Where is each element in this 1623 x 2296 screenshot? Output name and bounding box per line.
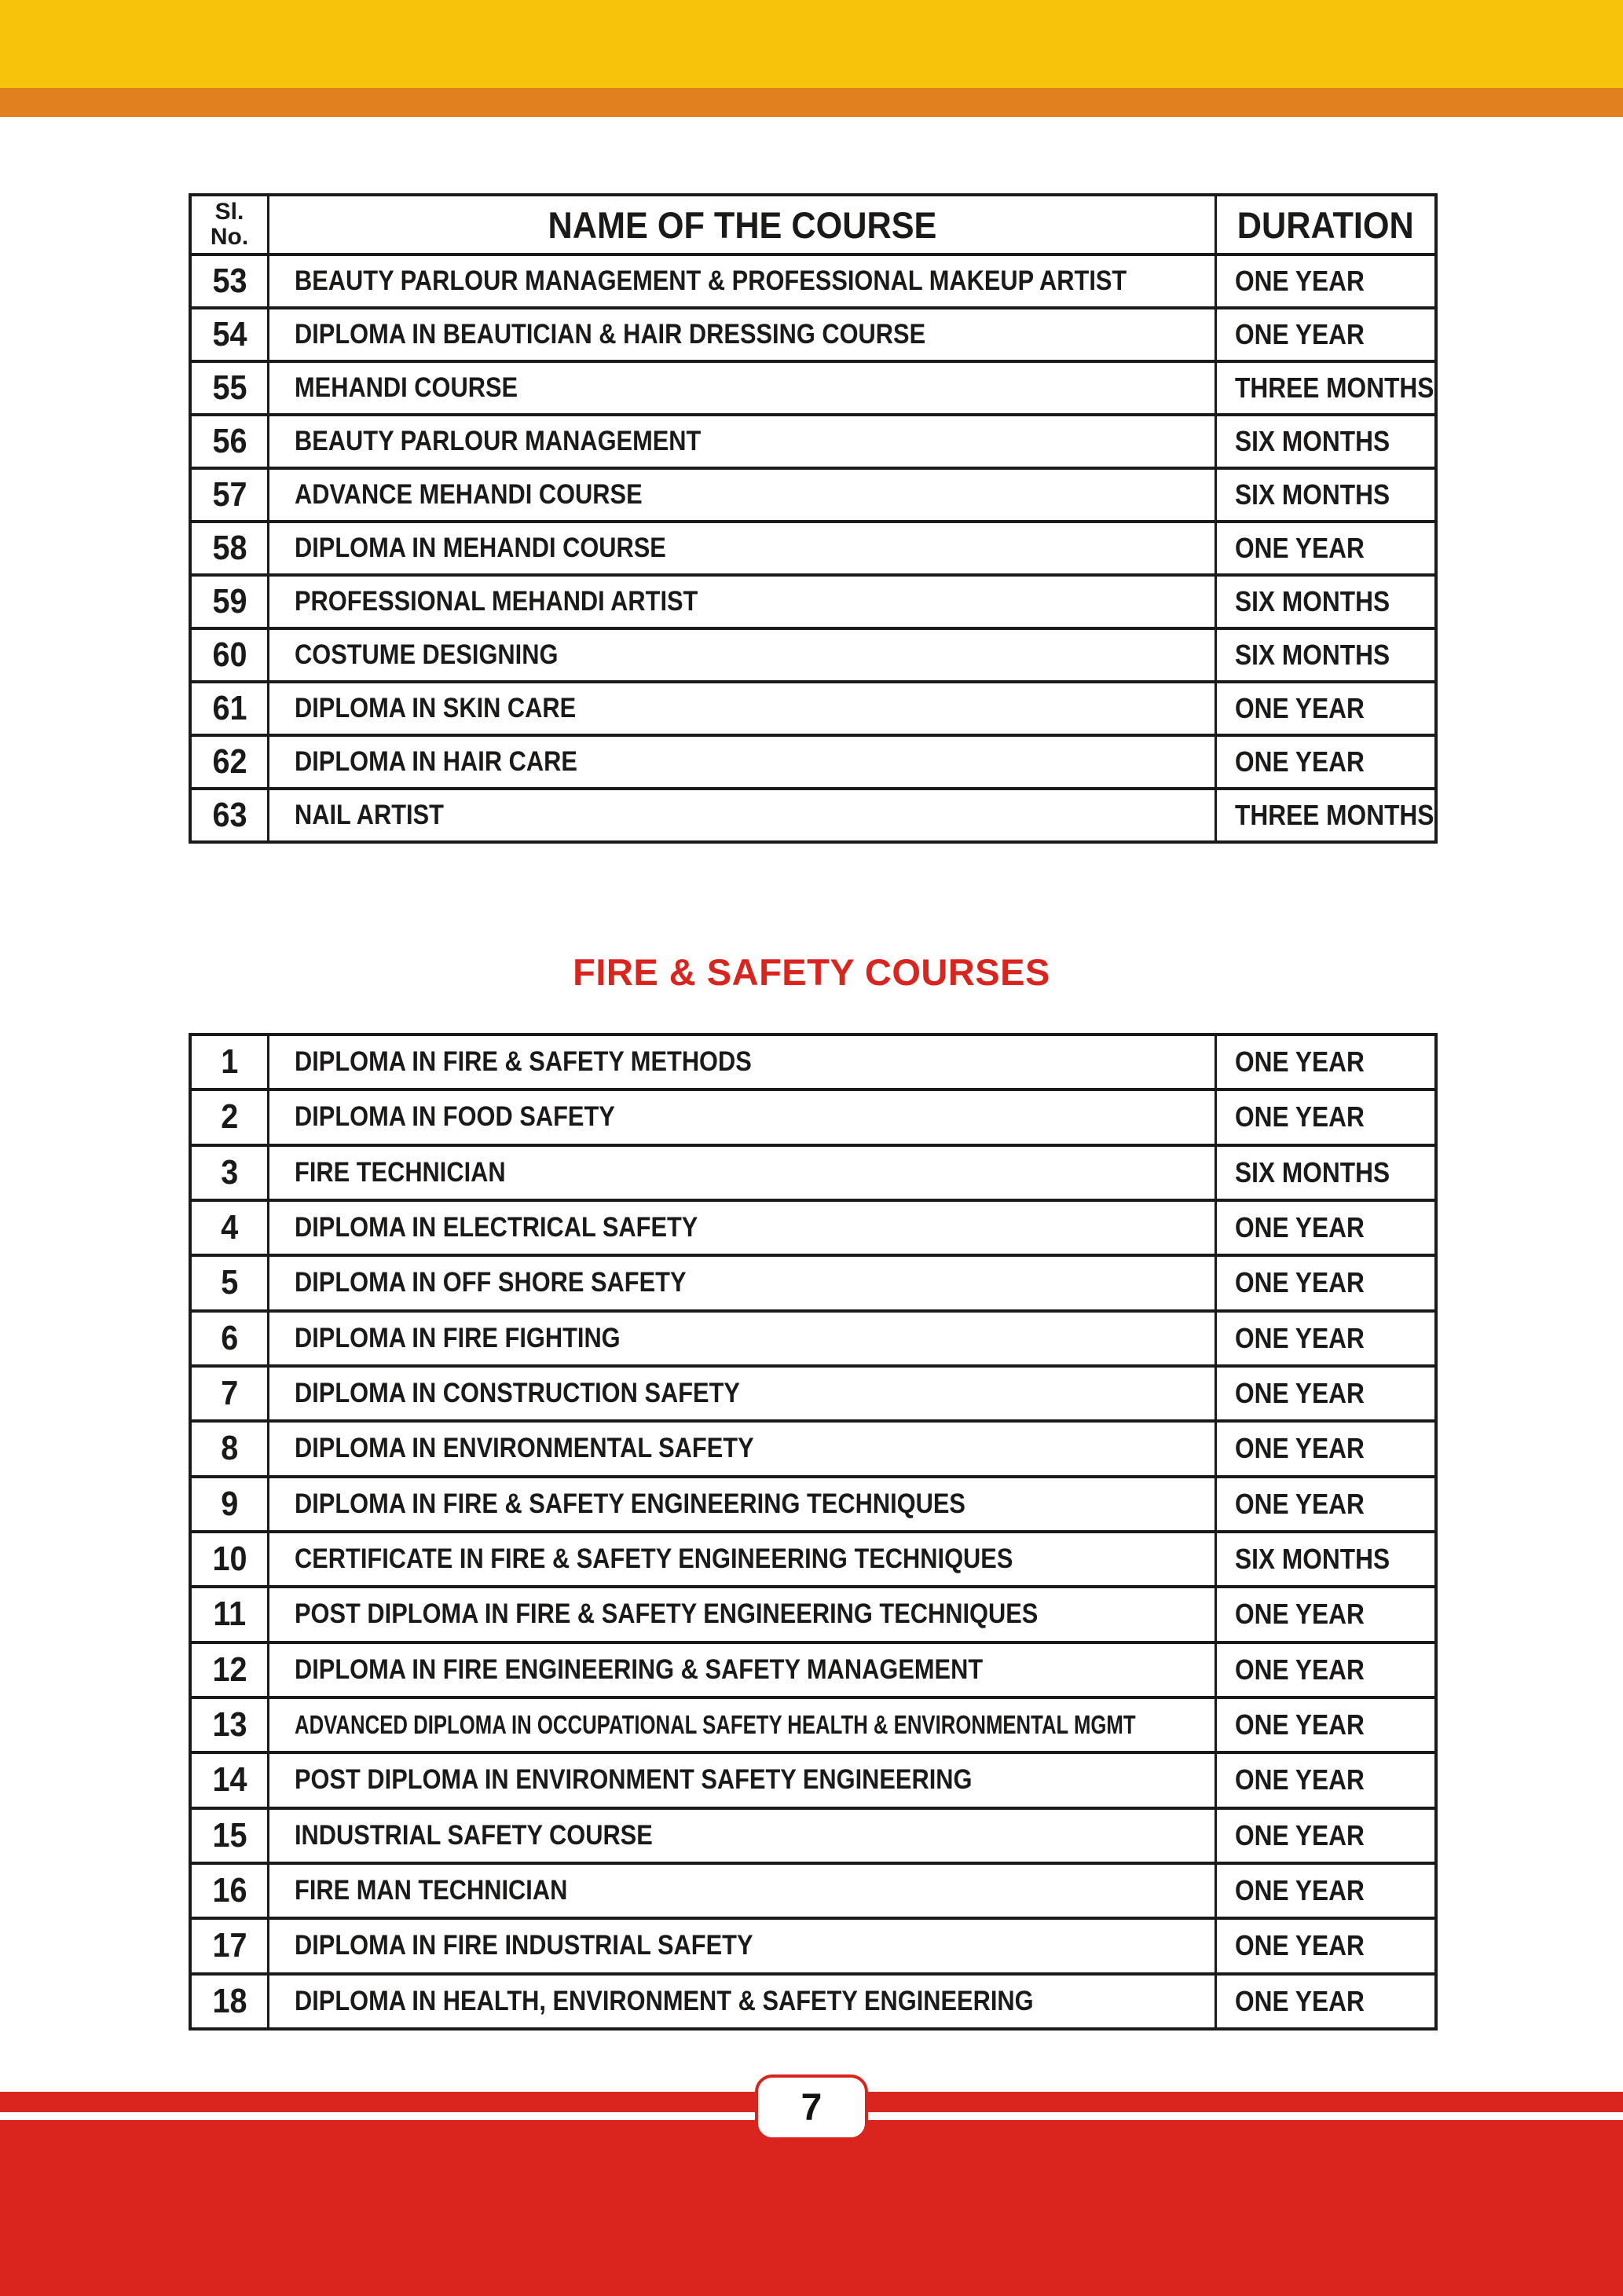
row-duration-value: ONE YEAR <box>1235 1211 1365 1244</box>
row-sl-no-value: 17 <box>211 1926 247 1965</box>
table-row <box>192 520 1434 573</box>
row-course-name <box>267 630 1215 680</box>
row-course-name <box>267 737 1215 787</box>
row-duration <box>1215 1368 1434 1419</box>
row-course-name-value: POST DIPLOMA IN FIRE & SAFETY ENGINEERING TECHNIQUES <box>295 1598 1039 1630</box>
row-sl-no-value: 5 <box>220 1263 239 1302</box>
row-course-name <box>267 1533 1215 1585</box>
row-duration-value: ONE YEAR <box>1235 1321 1365 1354</box>
table-row <box>192 787 1434 840</box>
header-course-name <box>267 196 1215 253</box>
row-sl-no <box>192 416 267 467</box>
row-course-name-value: DIPLOMA IN FIRE & SAFETY ENGINEERING TECHNIQUES <box>295 1488 965 1519</box>
row-course-name <box>267 1865 1215 1917</box>
table-row <box>192 573 1434 627</box>
row-duration <box>1215 1754 1434 1806</box>
page-number-badge <box>755 2074 868 2140</box>
table-row <box>192 1585 1434 1640</box>
row-sl-no <box>192 470 267 520</box>
row-sl-no-value: 57 <box>211 475 247 514</box>
row-duration-value: ONE YEAR <box>1235 745 1365 778</box>
row-course-name-value: DIPLOMA IN ELECTRICAL SAFETY <box>295 1212 698 1243</box>
row-duration <box>1215 630 1434 680</box>
row-duration-value: ONE YEAR <box>1235 1763 1365 1796</box>
row-course-name-value: ADVANCED DIPLOMA IN OCCUPATIONAL SAFETY HEALTH & ENVIRONMENTAL MGMT <box>295 1710 1136 1740</box>
row-duration <box>1215 470 1434 520</box>
row-course-name <box>267 416 1215 467</box>
row-duration <box>1215 1533 1434 1585</box>
row-duration <box>1215 1810 1434 1862</box>
row-course-name-value: DIPLOMA IN MEHANDI COURSE <box>295 533 666 563</box>
table-row <box>192 360 1434 413</box>
table-row <box>192 1088 1434 1143</box>
row-sl-no <box>192 1091 267 1143</box>
row-sl-no <box>192 1588 267 1640</box>
row-duration <box>1215 1644 1434 1696</box>
row-duration-value: ONE YEAR <box>1235 1818 1365 1851</box>
row-duration-value: ONE YEAR <box>1235 1432 1365 1465</box>
row-course-name <box>267 1313 1215 1364</box>
row-duration-value: ONE YEAR <box>1235 1266 1365 1299</box>
row-course-name-value: NAIL ARTIST <box>295 800 444 830</box>
row-course-name <box>267 1147 1215 1199</box>
row-course-name-value: FIRE TECHNICIAN <box>295 1156 506 1188</box>
row-sl-no-value: 10 <box>211 1540 247 1579</box>
table-row <box>192 680 1434 734</box>
row-course-name <box>267 683 1215 734</box>
row-sl-no <box>192 1754 267 1806</box>
footer-bottom-band <box>0 2120 1623 2296</box>
row-course-name-value: MEHANDI COURSE <box>295 372 518 403</box>
row-course-name-value: DIPLOMA IN FIRE INDUSTRIAL SAFETY <box>295 1930 753 1961</box>
row-course-name-value: FIRE MAN TECHNICIAN <box>295 1875 568 1906</box>
row-sl-no-value: 58 <box>211 529 247 567</box>
row-sl-no <box>192 683 267 734</box>
row-duration <box>1215 1588 1434 1640</box>
row-sl-no <box>192 1257 267 1309</box>
top-band-orange <box>0 88 1623 117</box>
row-duration-value: ONE YEAR <box>1235 1487 1365 1520</box>
row-course-name <box>267 1699 1215 1751</box>
row-sl-no <box>192 1699 267 1751</box>
row-sl-no-value: 12 <box>211 1650 247 1689</box>
header-duration <box>1215 196 1434 253</box>
table-row <box>192 467 1434 520</box>
row-sl-no <box>192 1478 267 1530</box>
row-course-name-value: DIPLOMA IN SKIN CARE <box>295 693 577 723</box>
row-duration-value: ONE YEAR <box>1235 1100 1365 1133</box>
table-row <box>192 1309 1434 1364</box>
row-sl-no <box>192 1313 267 1364</box>
row-course-name-value: COSTUME DESIGNING <box>295 639 559 670</box>
table-row <box>192 306 1434 360</box>
row-sl-no <box>192 1976 267 2027</box>
table-row <box>192 1364 1434 1419</box>
row-duration-value: ONE YEAR <box>1235 1984 1365 2017</box>
row-sl-no <box>192 256 267 306</box>
row-duration <box>1215 1865 1434 1917</box>
row-sl-no-value: 59 <box>211 582 247 621</box>
row-sl-no-value: 56 <box>211 422 247 460</box>
row-sl-no <box>192 577 267 627</box>
row-course-name-value: DIPLOMA IN CONSTRUCTION SAFETY <box>295 1378 740 1409</box>
row-course-name-value: INDUSTRIAL SAFETY COURSE <box>295 1819 653 1851</box>
row-course-name <box>267 1644 1215 1696</box>
row-sl-no <box>192 1865 267 1917</box>
row-sl-no-value: 3 <box>220 1152 239 1192</box>
header-sl-no-label: Sl. No. <box>210 198 249 250</box>
row-sl-no-value: 62 <box>211 742 247 781</box>
row-duration-value: ONE YEAR <box>1235 1598 1365 1631</box>
row-duration-value: ONE YEAR <box>1235 265 1365 297</box>
row-course-name-value: DIPLOMA IN FIRE ENGINEERING & SAFETY MANAGEMENT <box>295 1653 984 1685</box>
row-duration <box>1215 790 1434 840</box>
header-duration-label: DURATION <box>1237 203 1414 246</box>
row-duration-value: SIX MONTHS <box>1235 478 1390 511</box>
header-course-name-label: NAME OF THE COURSE <box>548 203 936 246</box>
table-row <box>192 1972 1434 2027</box>
row-duration-value: SIX MONTHS <box>1235 639 1390 671</box>
row-course-name <box>267 1810 1215 1862</box>
row-duration-value: ONE YEAR <box>1235 532 1365 564</box>
table-row <box>192 1254 1434 1309</box>
row-sl-no-value: 1 <box>220 1042 239 1082</box>
row-sl-no <box>192 790 267 840</box>
row-sl-no-value: 60 <box>211 635 247 674</box>
row-duration <box>1215 416 1434 467</box>
row-course-name <box>267 470 1215 520</box>
row-sl-no <box>192 1644 267 1696</box>
table-row <box>192 1530 1434 1585</box>
row-course-name <box>267 1257 1215 1309</box>
row-duration <box>1215 1699 1434 1751</box>
header-sl-no <box>192 196 267 253</box>
row-duration <box>1215 683 1434 734</box>
row-course-name-value: DIPLOMA IN BEAUTICIAN & HAIR DRESSING COURSE <box>295 319 926 350</box>
row-duration <box>1215 1976 1434 2027</box>
row-sl-no-value: 9 <box>220 1484 239 1523</box>
row-sl-no <box>192 1036 267 1088</box>
row-sl-no <box>192 1202 267 1254</box>
row-duration <box>1215 363 1434 413</box>
row-course-name <box>267 1423 1215 1474</box>
row-sl-no <box>192 1810 267 1862</box>
row-sl-no-value: 18 <box>211 1981 247 2020</box>
row-course-name <box>267 1036 1215 1088</box>
row-duration-value: ONE YEAR <box>1235 1929 1365 1962</box>
page-number: 7 <box>801 2086 822 2129</box>
row-course-name <box>267 309 1215 360</box>
row-sl-no-value: 7 <box>220 1374 239 1413</box>
row-course-name <box>267 1588 1215 1640</box>
row-duration-value: ONE YEAR <box>1235 1874 1365 1907</box>
row-sl-no <box>192 1147 267 1199</box>
top-band-yellow <box>0 0 1623 88</box>
row-course-name-value: DIPLOMA IN FIRE & SAFETY METHODS <box>295 1046 752 1078</box>
row-sl-no <box>192 1423 267 1474</box>
table-row <box>192 1475 1434 1530</box>
row-course-name-value: POST DIPLOMA IN ENVIRONMENT SAFETY ENGINEERING <box>295 1764 973 1796</box>
row-sl-no-value: 4 <box>220 1208 239 1247</box>
row-duration <box>1215 1257 1434 1309</box>
table-row <box>192 734 1434 787</box>
row-course-name <box>267 1478 1215 1530</box>
table-row <box>192 1917 1434 1972</box>
table-row <box>192 413 1434 467</box>
row-course-name-value: ADVANCE MEHANDI COURSE <box>295 479 643 510</box>
row-duration <box>1215 1036 1434 1088</box>
table-row <box>192 1036 1434 1088</box>
row-course-name-value: DIPLOMA IN FIRE FIGHTING <box>295 1322 621 1353</box>
row-course-name <box>267 1976 1215 2027</box>
row-duration-value: ONE YEAR <box>1235 1045 1365 1078</box>
row-sl-no-value: 2 <box>220 1097 239 1137</box>
row-sl-no <box>192 737 267 787</box>
beauty-courses-table <box>189 193 1438 844</box>
row-duration <box>1215 523 1434 573</box>
row-duration <box>1215 737 1434 787</box>
row-course-name <box>267 1202 1215 1254</box>
table-row <box>192 1751 1434 1806</box>
row-sl-no <box>192 309 267 360</box>
row-sl-no-value: 6 <box>220 1318 239 1357</box>
row-sl-no-value: 11 <box>213 1595 246 1634</box>
row-course-name-value: DIPLOMA IN FOOD SAFETY <box>295 1101 615 1133</box>
row-course-name <box>267 577 1215 627</box>
row-duration <box>1215 256 1434 306</box>
row-sl-no-value: 54 <box>211 315 247 353</box>
row-course-name <box>267 1091 1215 1143</box>
row-course-name-value: DIPLOMA IN OFF SHORE SAFETY <box>295 1267 687 1298</box>
row-course-name <box>267 363 1215 413</box>
row-course-name-value: PROFESSIONAL MEHANDI ARTIST <box>295 586 698 617</box>
row-sl-no <box>192 1533 267 1585</box>
row-sl-no-value: 16 <box>211 1871 247 1910</box>
row-duration <box>1215 577 1434 627</box>
row-duration <box>1215 1091 1434 1143</box>
row-duration <box>1215 1147 1434 1199</box>
row-duration-value: ONE YEAR <box>1235 318 1365 350</box>
row-sl-no <box>192 1368 267 1419</box>
row-sl-no-value: 13 <box>211 1705 247 1745</box>
table-row <box>192 1862 1434 1917</box>
row-course-name <box>267 1754 1215 1806</box>
row-duration <box>1215 1202 1434 1254</box>
row-course-name <box>267 1920 1215 1972</box>
row-duration-value: THREE MONTHS <box>1235 372 1434 404</box>
row-duration-value: SIX MONTHS <box>1235 1155 1390 1188</box>
table-row <box>192 627 1434 680</box>
table-row <box>192 1419 1434 1474</box>
row-sl-no-value: 8 <box>220 1429 239 1468</box>
row-duration-value: SIX MONTHS <box>1235 1543 1390 1576</box>
row-sl-no-value: 63 <box>211 796 247 834</box>
row-sl-no-value: 55 <box>211 368 247 407</box>
row-course-name-value: BEAUTY PARLOUR MANAGEMENT <box>295 426 702 456</box>
row-course-name-value: BEAUTY PARLOUR MANAGEMENT & PROFESSIONAL MAKEUP ARTIST <box>295 265 1127 296</box>
row-duration-value: THREE MONTHS <box>1235 799 1434 831</box>
row-sl-no <box>192 1920 267 1972</box>
row-sl-no <box>192 523 267 573</box>
row-duration <box>1215 1423 1434 1474</box>
row-sl-no-value: 14 <box>211 1760 247 1800</box>
row-course-name <box>267 256 1215 306</box>
row-sl-no-value: 61 <box>211 689 247 727</box>
row-course-name-value: CERTIFICATE IN FIRE & SAFETY ENGINEERING TECHNIQUES <box>295 1543 1013 1575</box>
row-duration-value: SIX MONTHS <box>1235 585 1390 617</box>
row-course-name-value: DIPLOMA IN HEALTH, ENVIRONMENT & SAFETY ENGINEERING <box>295 1985 1034 2016</box>
table-row <box>192 1807 1434 1862</box>
table-row <box>192 1144 1434 1199</box>
row-sl-no-value: 53 <box>211 262 247 300</box>
table-row <box>192 253 1434 306</box>
row-duration-value: ONE YEAR <box>1235 1653 1365 1686</box>
table-row <box>192 1199 1434 1254</box>
row-duration-value: SIX MONTHS <box>1235 425 1390 457</box>
section-heading-fire-safety: FIRE & SAFETY COURSES <box>573 951 1050 993</box>
row-course-name <box>267 790 1215 840</box>
row-course-name-value: DIPLOMA IN HAIR CARE <box>295 746 577 777</box>
fire-safety-courses-table <box>189 1033 1438 2031</box>
row-duration-value: ONE YEAR <box>1235 1377 1365 1410</box>
row-duration-value: ONE YEAR <box>1235 1708 1365 1741</box>
table-row <box>192 1641 1434 1696</box>
row-duration <box>1215 1920 1434 1972</box>
row-duration <box>1215 1313 1434 1364</box>
row-duration <box>1215 1478 1434 1530</box>
row-course-name <box>267 523 1215 573</box>
row-duration-value: ONE YEAR <box>1235 692 1365 724</box>
row-duration <box>1215 309 1434 360</box>
row-sl-no <box>192 630 267 680</box>
table-header-row <box>192 196 1434 253</box>
table-row <box>192 1696 1434 1751</box>
row-course-name-value: DIPLOMA IN ENVIRONMENTAL SAFETY <box>295 1433 754 1464</box>
row-sl-no <box>192 363 267 413</box>
row-sl-no-value: 15 <box>211 1815 247 1855</box>
row-course-name <box>267 1368 1215 1419</box>
